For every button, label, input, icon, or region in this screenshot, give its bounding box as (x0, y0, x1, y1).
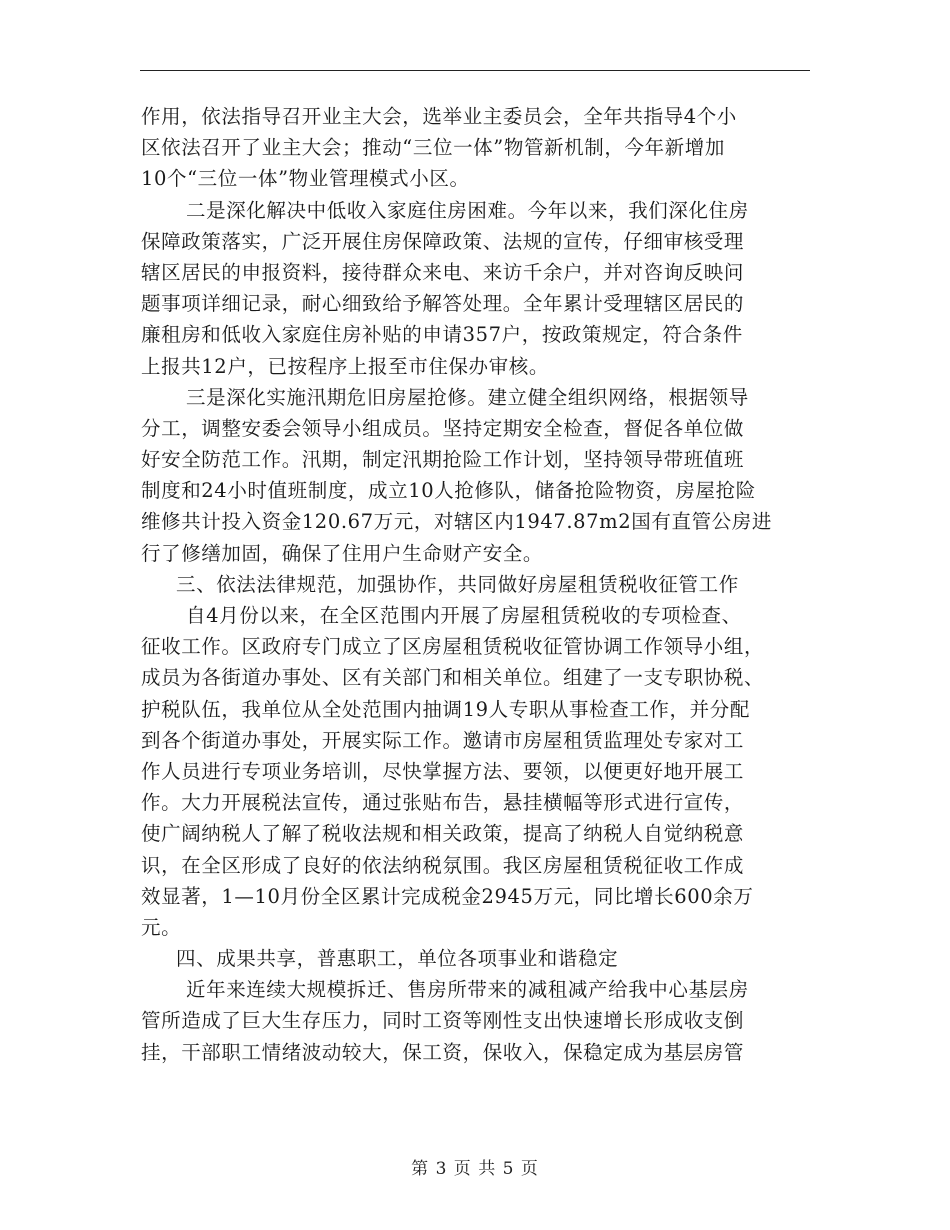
text-line: 制度和24小时值班制度，成立10人抢修队，储备抢险物资，房屋抢险 (141, 479, 756, 503)
header-rule (140, 70, 810, 71)
paragraph-start-line: 自4月份以来，在全区范围内开展了房屋租赁税收的专项检查、 (186, 604, 742, 627)
text-line: 作用，依法指导召开业主大会，选举业主委员会，全年共指导4个小 (141, 105, 737, 128)
text-line: 行了修缮加固，确保了住用户生命财产安全。 (141, 541, 544, 565)
text-line: 区依法召开了业主大会；推动“三位一体”物管新机制，今年新增加 (141, 136, 725, 160)
text-line: 使广阔纳税人了解了税收法规和相关政策，提高了纳税人自觉纳税意 (141, 822, 745, 846)
text-line: 作人员进行专项业务培训，尽快掌握方法、要领，以便更好地开展工 (141, 759, 745, 783)
paragraph-start-line: 三是深化实施汛期危旧房屋抢修。建立健全组织网络，根据领导 (186, 385, 749, 409)
text-line: 挂，干部职工情绪波动较大，保工资，保收入，保稳定成为基层房管 (141, 1040, 745, 1064)
page-number-footer: 第 3 页 共 5 页 (411, 1159, 539, 1179)
text-line: 到各个街道办事处，开展实际工作。邀请市房屋租赁监理处专家对工 (141, 728, 745, 752)
text-line: 成员为各街道办事处、区有关部门和相关单位。组建了一支专职协税、 (141, 666, 765, 690)
text-line: 辖区居民的申报资料，接待群众来电、来访千余户，并对咨询反映问 (141, 260, 745, 284)
section-heading: 三、依法法律规范，加强协作，共同做好房屋租赁税收征管工作 (176, 572, 739, 596)
paragraph-start-line: 近年来连续大规模拆迁、售房所带来的减租减产给我中心基层房 (186, 978, 749, 1002)
text-line: 10个“三位一体”物业管理模式小区。 (141, 167, 470, 191)
text-line: 好安全防范工作。汛期，制定汛期抢险工作计划，坚持领导带班值班 (141, 448, 745, 472)
document-body (141, 101, 811, 1068)
text-line: 效显著，1—10月份全区累计完成税金2945万元，同比增长600余万 (141, 884, 754, 908)
text-line: 元。 (141, 915, 182, 939)
text-line: 上报共12户，已按程序上报至市住保办审核。 (141, 354, 549, 378)
section-heading: 四、成果共享，普惠职工，单位各项事业和谐稳定 (176, 947, 619, 971)
text-line: 征收工作。区政府专门成立了区房屋租赁税收征管协调工作领导小组， (141, 635, 765, 659)
text-line: 分工，调整安委会领导小组成员。坚持定期安全检查，督促各单位做 (141, 416, 745, 440)
text-line: 廉租房和低收入家庭住房补贴的申请357户，按政策规定，符合条件 (141, 323, 743, 347)
text-line: 识，在全区形成了良好的依法纳税氛围。我区房屋租赁税征收工作成 (141, 853, 745, 877)
text-line: 管所造成了巨大生存压力，同时工资等刚性支出快速增长形成收支倒 (141, 1009, 745, 1033)
text-line: 题事项详细记录，耐心细致给予解答处理。全年累计受理辖区居民的 (141, 292, 745, 316)
text-line: 保障政策落实，广泛开展住房保障政策、法规的宣传，仔细审核受理 (141, 229, 745, 253)
text-line: 作。大力开展税法宣传，通过张贴布告，悬挂横幅等形式进行宣传， (141, 791, 745, 815)
paragraph-start-line: 二是深化解决中低收入家庭住房困难。今年以来，我们深化住房 (186, 198, 749, 222)
text-line: 护税队伍，我单位从全处范围内抽调19人专职从事检查工作，并分配 (141, 697, 750, 721)
text-line: 维修共计投入资金120.67万元，对辖区内1947.87m2国有直管公房进 (141, 510, 772, 534)
